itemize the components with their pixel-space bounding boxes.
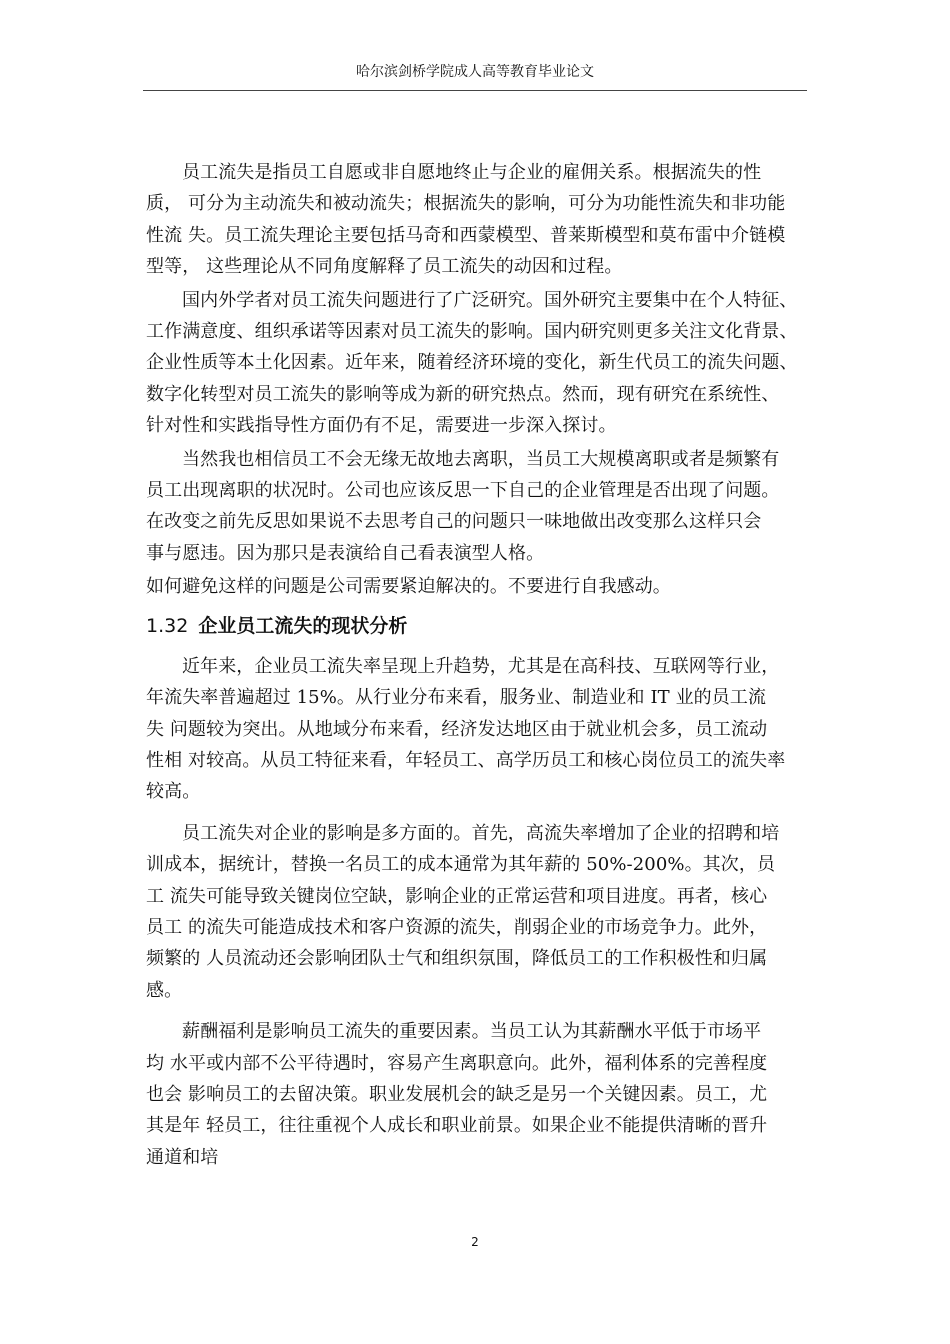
paragraph-impact: 员工流失对企业的影响是多方面的。首先，高流失率增加了企业的招聘和培 训成本，据统计，替换一名员工的成本通常为其年薪的 50%-200%。其次，员 工 流失可能导致关键岗位空缺，影响企业的正常运营和项目进度。再者，核心 员工 的流失可能造成技术和客户资源的流失，削弱企业的市场竞争力。此外， 频繁的 人员流动还会影响团队士气和组织氛围，降低员工的工作积极性和归属 感。 <box>146 822 780 1001</box>
page-number: 2 <box>471 1235 479 1249</box>
section-title: 企业员工流失的现状分析 <box>198 614 408 637</box>
section-heading <box>146 611 806 641</box>
section-number: 1.32 <box>146 614 189 637</box>
paragraph-compensation: 薪酬福利是影响员工流失的重要因素。当员工认为其薪酬水平低于市场平 均 水平或内部不公平待遇时，容易产生离职意向。此外，福利体系的完善程度 也会 影响员工的去留决策。职业发展机会的缺乏是另一个关键因素。员工，尤 其是年 轻员工，往往重视个人成长和职业前景。如果企业不能提供清晰的晋升 通道和培 <box>146 1021 768 1168</box>
paragraph-turnover-definition: 员工流失是指员工自愿或非自愿地终止与企业的雇佣关系。根据流失的性 质， 可分为主动流失和被动流失；根据流失的影响，可分为功能性流失和非功能 性流 失。员工流失理论主要包括马奇和西蒙模型、普莱斯模型和莫布雷中介链模 型等， 这些理论从不同角度解释了员工流失的动因和过程。 <box>146 162 786 278</box>
header-title: 哈尔滨剑桥学院成人高等教育毕业论文 <box>356 64 594 80</box>
paragraph-research-review: 国内外学者对员工流失问题进行了广泛研究。国外研究主要集中在个人特征、 工作满意度、组织承诺等因素对员工流失的影响。国内研究则更多关注文化背景、 企业性质等本土化因素。近年来，随着经济环境的变化，新生代员工的流失问题、 数字化转型对员工流失的影响等成为新的研究热点。然而，现有研究在系统性、 针对性和实践指导性方面仍有不足，需要进一步深入探讨。 <box>146 289 798 437</box>
page-header <box>143 62 807 91</box>
paragraph-avoid-problem: 如何避免这样的问题是公司需要紧迫解决的。不要进行自我感动。 <box>146 576 671 598</box>
paragraph-author-reflection: 当然我也相信员工不会无缘无故地去离职，当员工大规模离职或者是频繁有 员工出现离职的状况时。公司也应该反思一下自己的企业管理是否出现了问题。 在改变之前先反思如果说不去思考自己的问题只一味地做出改变那么这样只会 事与愿违。因为那只是表演给自己看表演型人格。 <box>146 448 780 564</box>
document-body <box>146 157 806 1173</box>
paragraph-current-status: 近年来，企业员工流失率呈现上升趋势，尤其是在高科技、互联网等行业， 年流失率普遍超过 15%。从行业分布来看，服务业、制造业和 IT 业的员工流 失 问题较为突出。从地域分布来看，经济发达地区由于就业机会多，员工流动 性相 对较高。从员工特征来看，年轻员工、高学历员工和核心岗位员工的流失率 较高。 <box>146 655 786 803</box>
